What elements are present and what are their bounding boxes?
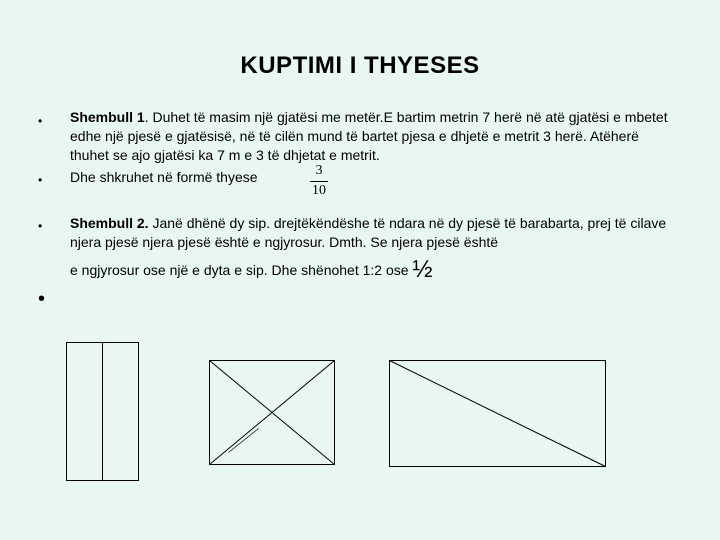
bullet-1: •: [38, 114, 43, 128]
sketch-line: [229, 429, 259, 453]
bullet-4: •: [38, 288, 46, 310]
bullet-3: •: [38, 219, 43, 233]
example-1-label: Shembull 1: [70, 109, 145, 125]
example-1-body: . Duhet të masim një gjatësi me metër.E bartim metrin 7 herë në atë gjatësi e mbetet edhe një pjesë e gjatësisë, në të cilën mund të bartet pjesa e dhjetë e metrit 3 herë. Atëherë thuhet se ajo gjatësi ka 7 m e 3 të dhjetat e metrit.: [70, 109, 668, 163]
half-symbol: ½: [412, 256, 433, 283]
bullet-2: •: [38, 173, 43, 187]
fraction-numerator: 3: [315, 163, 323, 178]
diagonal-divider: [390, 361, 606, 467]
page-title: KUPTIMI I THYESES: [240, 52, 480, 79]
example-2-label: Shembull 2.: [70, 215, 149, 231]
fraction-denominator: 10: [312, 183, 326, 198]
example-2-body: Janë dhënë dy sip. drejtëkëndëshe të ndara në dy pjesë të barabarta, prej të cilave njera pjesë njera pjesë është e ngjyrosur. Dmth. Se njera pjesë është: [70, 215, 667, 250]
example-1-written: Dhe shkruhet në formë thyese: [70, 169, 258, 185]
example-2-body-end: e ngjyrosur ose një e dyta e sip. Dhe shënohet 1:2 ose: [70, 262, 409, 278]
